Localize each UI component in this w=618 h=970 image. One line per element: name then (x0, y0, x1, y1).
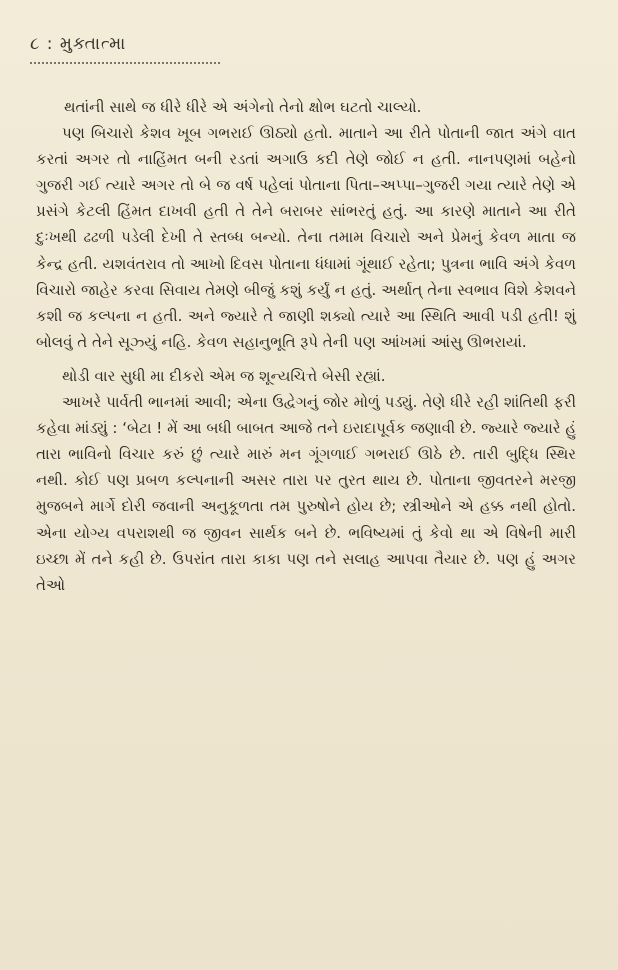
paragraph-silence: થોડી વાર સુધી મા દીકરો એમ જ શૂન્યચિત્તે બેસી રહ્યાં. (62, 366, 386, 385)
paragraph-keshav: પણ બિચારો કેશવ ખૂબ ગભરાઈ ઊઠ્યો હતો. માતાને આ રીતે પોતાની જાત અંગે વાત કરતાં અગર તો નાહિંમત બની રડતાં અગાઉ કદી તેણે જોઈ ન હતી. નાનપણમાં બહેનો ગુજરી ગઈ ત્યારે અગર તો બે જ વર્ષ પહેલાં પોતાના પિતા–અપ્પા–ગુજરી ગયા ત્યારે તેણે એ પ્રસંગે કેટલી હિંમત દાખવી હતી તે તેને બરાબર સાંભરતું હતું. આ કારણે માતાને આ રીતે દુઃખથી ઢઢળી પડેલી દેખી તે સ્તબ્ધ બન્યો. તેના તમામ વિચારો અને પ્રેમનું કેવળ માતા જ કેન્દ્ર હતી. યશવંતરાવ તો આખો દિવસ પોતાના ધંધામાં ગૂંથાઈ રહેતા; પુત્રના ભાવિ અંગે કેવળ વિચારો જાહેર કરવા સિવાય તેમણે બીજું કશું કર્યું ન હતું. અર્થાત્ તેના સ્વભાવ વિશે કેશવને કશી જ કલ્પના ન હતી. અને જ્યારે તે જાણી શક્યો ત્યારે આ સ્થિતિ આવી પડી હતી! શું બોલવું તે તેને સૂઝ્યું નહિ. કેવળ સહાનુભૂતિ રૂપે તેની પણ આંખમાં આંસુ ઊભરાયાં. (36, 124, 576, 351)
paragraph-continuation: થતાંની સાથે જ ધીરે ધીરે એ અંગેનો તેનો ક્ષોભ ઘટતો ચાલ્યો. (64, 98, 422, 116)
page-body (36, 94, 576, 598)
page-header (30, 34, 220, 64)
header-underline (30, 58, 220, 64)
book-title: મુક્તાત્મા (59, 34, 127, 54)
paragraph-gap (36, 355, 576, 363)
page-number: ૮ (30, 34, 41, 54)
header-separator: : (46, 34, 54, 54)
paragraph-parvati: આખરે પાર્વતી ભાનમાં આવી; એના ઉદ્વેગનું જોર મોળું પડ્યું. તેણે ધીરે રહી શાંતિથી ફરી કહેવા માંડ્યું : ‘બેટા ! મેં આ બધી બાબત આજે તને ઇરાદાપૂર્વક જણાવી છે. જ્યારે જ્યારે હું તારા ભાવિનો વિચાર કરું છું ત્યારે મારું મન ગૂંગળાઈ ગભરાઈ ઊઠે છે. તારી બુદ્ધિ સ્થિર નથી. કોઈ પણ પ્રબળ કલ્પનાની અસર તારા પર તુરત થાય છે. પોતાના જીવતરને મરજી મુજબને માર્ગે દોરી જવાની અનુકૂળતા તમ પુરુષોને હોય છે; સ્ત્રીઓને એ હક્ક નથી હોતો. એના યોગ્ય વપરાશથી જ જીવન સાર્થક બને છે. ભવિષ્યમાં તું કેવો થા એ વિષેની મારી ઇચ્છા મેં તને કહી છે. ઉપરાંત તારા કાકા પણ તને સલાહ આપવા તૈયાર છે. પણ હું અગર તેઓ (36, 393, 576, 594)
